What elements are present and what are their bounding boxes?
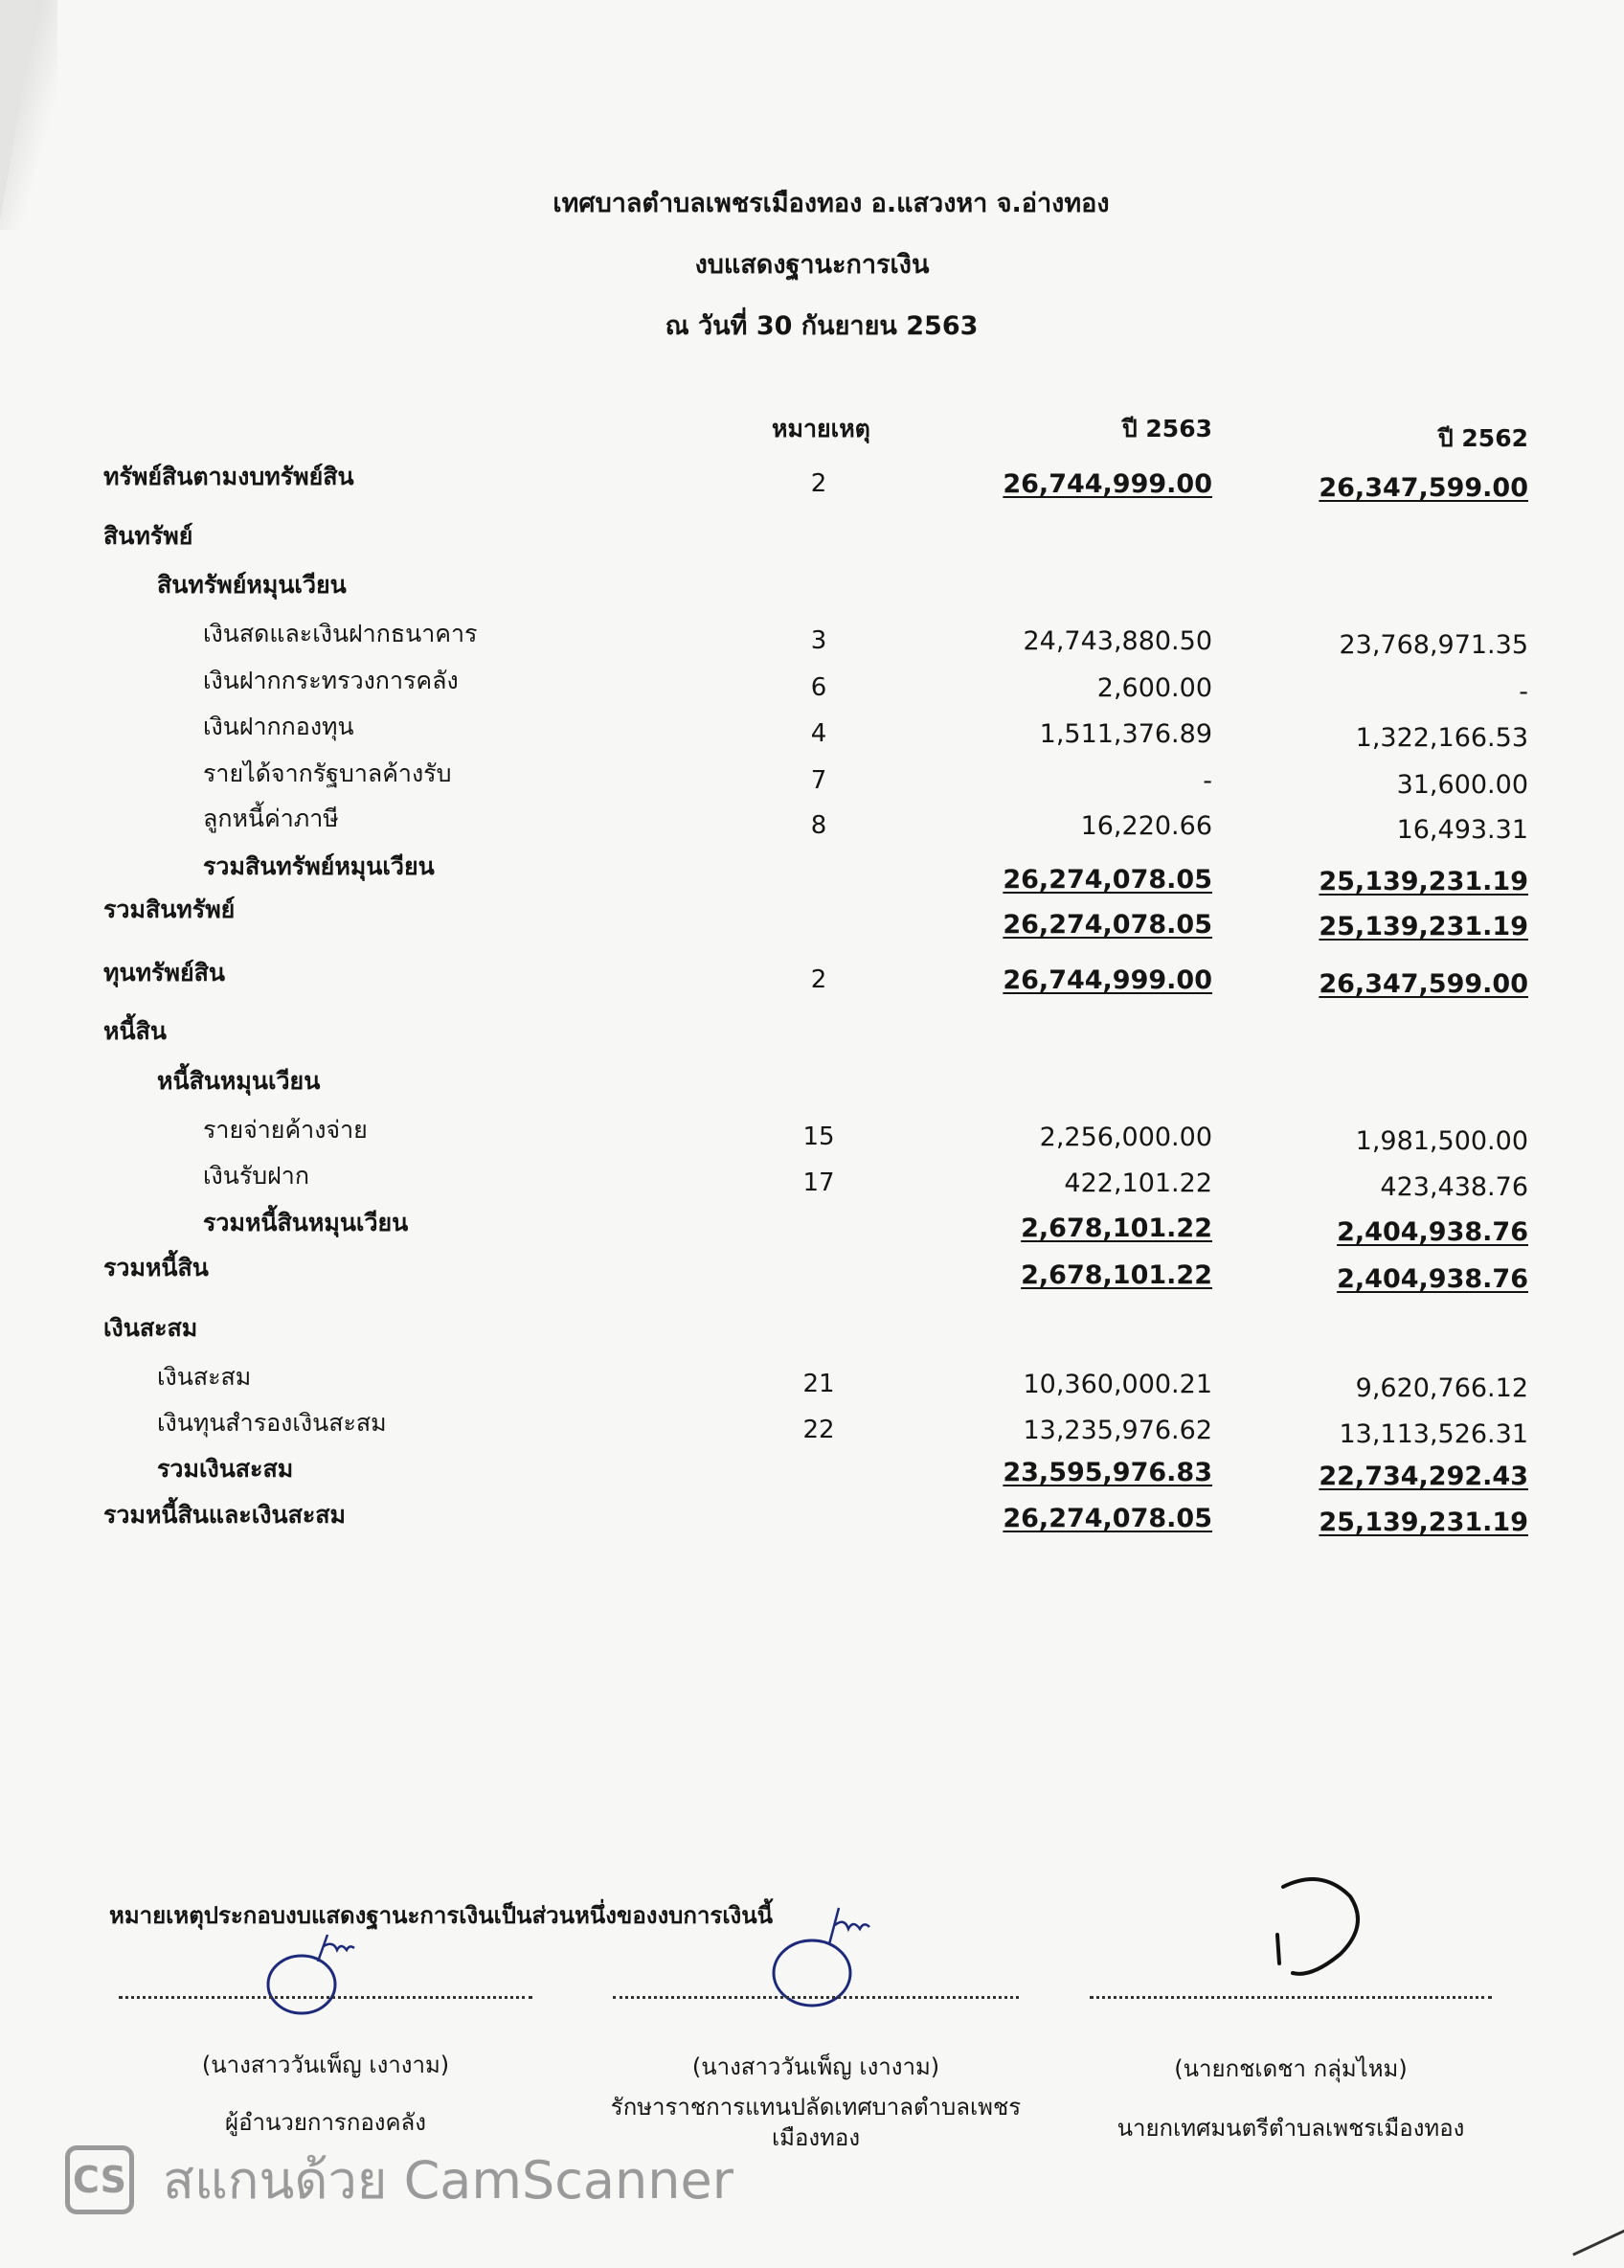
table-row <box>0 566 1624 608</box>
row-value-2563: 26,274,078.05 <box>1003 865 1212 895</box>
table-row <box>0 1157 1624 1202</box>
table-row <box>0 1249 1624 1294</box>
row-value-2562: 2,404,938.76 <box>1337 1217 1528 1247</box>
row-value-2562: 1,322,166.53 <box>1355 723 1528 753</box>
row-value-2562: 25,139,231.19 <box>1319 912 1528 941</box>
row-value-2562: 26,347,599.00 <box>1319 473 1528 503</box>
column-header-note: หมายเหตุ <box>772 415 870 442</box>
row-value-2562: 23,768,971.35 <box>1339 630 1528 660</box>
table-row <box>0 1450 1624 1492</box>
table-row <box>0 708 1624 753</box>
signature-line-3 <box>1090 1994 1492 1999</box>
row-label: เงินสดและเงินฝากธนาคาร <box>203 620 478 647</box>
row-value-2562: 22,734,292.43 <box>1319 1462 1528 1491</box>
row-label: สินทรัพย์ <box>103 522 193 550</box>
row-value-2563: 2,256,000.00 <box>1039 1123 1212 1152</box>
row-value-2562: - <box>1519 677 1528 707</box>
table-row <box>0 800 1624 845</box>
table-row <box>0 458 1624 503</box>
table-row <box>0 1496 1624 1538</box>
camscanner-logo-icon: CS <box>65 2145 134 2214</box>
table-row <box>0 662 1624 707</box>
row-value-2563: 16,220.66 <box>1080 811 1212 841</box>
table-row <box>0 1204 1624 1246</box>
signatory-title-1: ผู้อำนวยการกองคลัง <box>225 2109 426 2136</box>
row-value-2563: 2,600.00 <box>1096 673 1212 703</box>
row-note: 6 <box>810 673 827 702</box>
row-value-2562: 423,438.76 <box>1380 1172 1528 1202</box>
row-value-2563: 422,101.22 <box>1064 1168 1212 1198</box>
row-value-2562: 25,139,231.19 <box>1319 867 1528 896</box>
statement-date: ณ วันที่ 30 กันยายน 2563 <box>665 311 979 341</box>
column-header-year-2563: ปี 2563 <box>1121 415 1212 442</box>
row-note: 7 <box>810 766 827 795</box>
signatory-name-1: (นางสาววันเพ็ญ เงางาม) <box>201 2052 450 2078</box>
row-label: สินทรัพย์หมุนเวียน <box>157 571 347 599</box>
row-value-2562: 1,981,500.00 <box>1355 1126 1528 1156</box>
row-label: รวมเงินสะสม <box>157 1455 294 1483</box>
table-row <box>0 1012 1624 1055</box>
row-label: รวมหนี้สิน <box>103 1254 209 1281</box>
row-label: เงินฝากกระทรวงการคลัง <box>203 667 459 694</box>
table-row <box>0 755 1624 800</box>
row-label: หนี้สิน <box>103 1017 167 1045</box>
row-value-2563: 13,235,976.62 <box>1023 1416 1212 1445</box>
table-row <box>0 891 1624 941</box>
signatory-name-3: (นายกชเดชา กลุ่มไหม) <box>1174 2055 1408 2082</box>
page-edge-mark <box>1572 2229 1624 2256</box>
row-label: รวมหนี้สินและเงินสะสม <box>103 1501 346 1529</box>
row-value-2563: 26,274,078.05 <box>1003 1504 1212 1533</box>
row-label: รวมหนี้สินหมุนเวียน <box>203 1209 409 1236</box>
row-note: 17 <box>802 1168 835 1197</box>
row-label: เงินรับฝาก <box>203 1162 309 1190</box>
signatory-title-2: รักษาราชการแทนปลัดเทศบาลตำบลเพชรเมืองทอง <box>610 2094 1022 2151</box>
statement-footnote: หมายเหตุประกอบงบแสดงฐานะการเงินเป็นส่วนหนึ่งของงบการเงินนี้ <box>109 1902 774 1929</box>
row-value-2563: 2,678,101.22 <box>1021 1260 1212 1290</box>
row-label: ลูกหนี้ค่าภาษี <box>203 805 339 832</box>
row-note: 3 <box>810 626 827 655</box>
row-label: รายจ่ายค้างจ่าย <box>203 1116 368 1144</box>
row-label: ทรัพย์สินตามงบทรัพย์สิน <box>103 463 354 490</box>
column-header-year-2562: ปี 2562 <box>1437 424 1528 452</box>
row-value-2563: 24,743,880.50 <box>1023 626 1212 656</box>
row-value-2562: 25,139,231.19 <box>1319 1508 1528 1537</box>
signature-mayor <box>1264 1868 1398 1992</box>
table-row <box>0 1062 1624 1104</box>
signature-line-1 <box>119 1994 532 1999</box>
row-label: รวมสินทรัพย์ <box>103 896 236 923</box>
row-note: 22 <box>802 1416 835 1444</box>
row-note: 15 <box>802 1123 835 1151</box>
row-value-2563: - <box>1203 766 1212 796</box>
row-value-2563: 23,595,976.83 <box>1003 1458 1212 1487</box>
document-header <box>0 187 1624 371</box>
table-row <box>0 1404 1624 1449</box>
row-label: รายได้จากรัฐบาลค้างรับ <box>203 760 452 787</box>
row-value-2563: 26,744,999.00 <box>1003 965 1212 995</box>
row-label: เงินทุนสำรองเงินสะสม <box>157 1409 387 1437</box>
row-note: 21 <box>802 1370 835 1398</box>
row-value-2562: 16,493.31 <box>1396 815 1528 845</box>
row-note: 8 <box>810 811 827 840</box>
row-value-2563: 1,511,376.89 <box>1039 719 1212 749</box>
row-value-2562: 9,620,766.12 <box>1355 1373 1528 1403</box>
table-row <box>0 848 1624 896</box>
row-value-2562: 26,347,599.00 <box>1319 969 1528 999</box>
table-row <box>0 954 1624 999</box>
watermark-text: สแกนด้วย CamScanner <box>163 2150 733 2211</box>
row-label: เงินฝากกองทุน <box>203 713 354 740</box>
table-row <box>0 1309 1624 1351</box>
row-value-2562: 13,113,526.31 <box>1339 1419 1528 1449</box>
row-label: รวมสินทรัพย์หมุนเวียน <box>203 852 435 880</box>
row-value-2563: 2,678,101.22 <box>1021 1213 1212 1243</box>
organization-name: เทศบาลตำบลเพชรเมืองทอง อ.แสวงหา จ.อ่างทอง <box>553 189 1110 218</box>
table-row <box>0 517 1624 559</box>
row-value-2562: 31,600.00 <box>1396 770 1528 800</box>
camscanner-watermark <box>65 2142 733 2218</box>
row-note: 2 <box>810 469 827 498</box>
table-row <box>0 1358 1624 1403</box>
row-value-2563: 26,744,999.00 <box>1003 469 1212 499</box>
row-value-2563: 10,360,000.21 <box>1023 1370 1212 1399</box>
row-label: หนี้สินหมุนเวียน <box>157 1067 321 1095</box>
signatory-title-3: นายกเทศมนตรีตำบลเพชรเมืองทอง <box>1116 2115 1465 2142</box>
table-row <box>0 1111 1624 1156</box>
table-row <box>0 615 1624 660</box>
row-value-2563: 26,274,078.05 <box>1003 910 1212 940</box>
statement-title: งบแสดงฐานะการเงิน <box>694 250 930 280</box>
signatory-name-2: (นางสาววันเพ็ญ เงางาม) <box>691 2053 940 2080</box>
signature-line-2 <box>613 1994 1019 1999</box>
row-note: 4 <box>810 719 827 748</box>
row-label: เงินสะสม <box>103 1314 198 1342</box>
row-label: ทุนทรัพย์สิน <box>103 959 225 987</box>
row-note: 2 <box>810 965 827 994</box>
signature-finance-director <box>259 1925 373 2021</box>
row-label: เงินสะสม <box>157 1363 252 1391</box>
row-value-2562: 2,404,938.76 <box>1337 1264 1528 1294</box>
